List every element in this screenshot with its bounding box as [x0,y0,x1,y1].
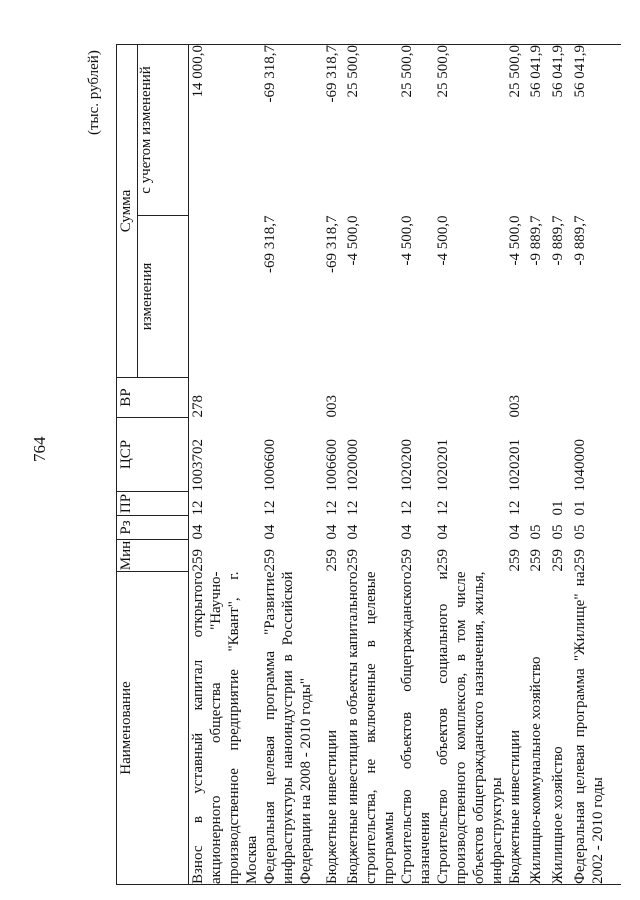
row-min: 259 [528,549,544,572]
table-row [434,44,506,884]
row-total: 56 041,9 [527,44,549,215]
row-vr [344,378,398,418]
row-rz: 04 [190,524,206,540]
row-name: Бюджетные инвестиции в объекты капитального строительства, не включенные в целевые программы [345,571,397,884]
row-change: -4 500,0 [345,215,361,266]
row-csr: 1020201 [507,439,523,492]
row-total: 56 041,9 [571,44,621,215]
row-change [189,216,262,378]
row-pr: 12 [262,500,278,516]
row-change: -9 889,7 [572,215,588,266]
row-total: 14 000,0 [189,44,262,215]
row-total: 25 500,0 [344,44,398,215]
row-min: 259 [435,549,451,572]
table-row [527,44,549,884]
row-rz: 04 [435,524,451,540]
table-row [323,44,344,884]
row-vr [398,378,434,418]
row-min: 259 [190,549,206,572]
row-change: -9 889,7 [528,215,544,266]
row-total: 25 500,0 [434,44,506,215]
row-rz: 05 [528,524,544,540]
row-csr: 1020201 [435,439,451,492]
row-pr: 01 [572,500,588,516]
row-name: Бюджетные инвестиции [506,572,527,885]
row-pr: 12 [345,500,361,516]
header-min: Мин [117,540,189,572]
row-name: Строительство объектов общегражданского назначения [399,571,433,884]
row-pr: 12 [399,500,415,516]
row-change: -4 500,0 [435,215,451,266]
page-number: 764 [30,436,49,462]
header-sum: Сумма [117,44,138,377]
row-pr: 12 [324,500,340,516]
table-row [398,44,434,884]
row-change: -4 500,0 [507,215,523,266]
row-change: -69 318,7 [262,215,278,273]
header-pr: ПР [117,492,189,516]
row-rz: 05 [572,524,588,540]
table-row [189,44,262,884]
row-csr: 1006600 [324,439,340,492]
row-name: Федеральная целевая программа "Развитие инфраструктуры наноиндустрии в Российской Федерации на 2008 - 2010 годы" [261,572,323,885]
row-csr [549,418,571,492]
row-min: 259 [324,549,340,572]
header-rz: Рз [117,516,189,540]
header-csr: ЦСР [117,418,189,492]
row-name: Строительство объектов социального и производственного комплексов, в том числе объектов общегражданского назначения, жилья, инфраструктуры [435,571,505,884]
row-vr [527,378,549,418]
budget-table [116,44,621,885]
table-row [549,44,571,884]
row-csr: 1003702 [190,439,206,492]
row-total: -69 318,7 [261,44,323,215]
row-rz: 04 [262,524,278,540]
row-min: 259 [507,549,523,572]
row-change: -9 889,7 [550,215,566,266]
row-min: 259 [345,549,361,572]
row-pr: 01 [550,500,566,516]
table-row [344,44,398,884]
row-min: 259 [262,549,278,572]
header-row-top [117,44,138,884]
row-rz: 05 [550,524,566,540]
row-total: 25 500,0 [506,44,527,215]
row-name: Бюджетные инвестиции [323,572,344,885]
table-row [506,44,527,884]
rotated-table-stage [86,44,606,885]
row-rz: 04 [324,524,340,540]
row-csr: 1006600 [262,439,278,492]
row-pr [527,492,549,516]
row-csr: 1020000 [345,439,361,492]
header-changes: изменения [138,216,189,378]
row-total: 56 041,9 [549,44,571,215]
row-pr: 12 [435,500,451,516]
row-csr [527,418,549,492]
table-row [571,44,621,884]
row-csr: 1040000 [572,439,588,492]
row-total: 25 500,0 [398,44,434,215]
row-vr: 003 [507,395,523,418]
row-change: -69 318,7 [324,215,340,273]
row-min: 259 [399,549,415,572]
row-name: Федеральная целевая программа "Жилище" на 2002 - 2010 годы [571,572,621,885]
row-pr: 12 [507,500,523,516]
row-vr [261,378,323,418]
table-body [189,44,622,884]
row-total: -69 318,7 [323,44,344,215]
row-rz: 04 [399,524,415,540]
row-rz: 04 [507,524,523,540]
row-name: Жилищное хозяйство [549,572,571,885]
row-pr: 12 [190,500,206,516]
row-rz: 04 [345,524,361,540]
row-vr: 278 [190,395,206,418]
row-vr [549,378,571,418]
row-vr [571,378,621,418]
row-vr: 003 [324,395,340,418]
row-min: 259 [550,549,566,572]
header-vr: ВР [117,378,189,418]
table-row [261,44,323,884]
row-name: Взнос в уставный капитал открытого акционерного общества "Научно-производственное предприятие "Квант", г. Москва [190,571,260,884]
header-name: Наименование [117,572,189,885]
row-change: -4 500,0 [399,215,415,266]
units-label: (тыс. рублей) [86,50,102,135]
row-vr [434,378,506,418]
row-name: Жилищно-коммунальное хозяйство [527,572,549,885]
row-min: 259 [572,549,588,572]
row-csr: 1020200 [399,439,415,492]
header-with-changes: с учетом изменений [138,44,189,215]
